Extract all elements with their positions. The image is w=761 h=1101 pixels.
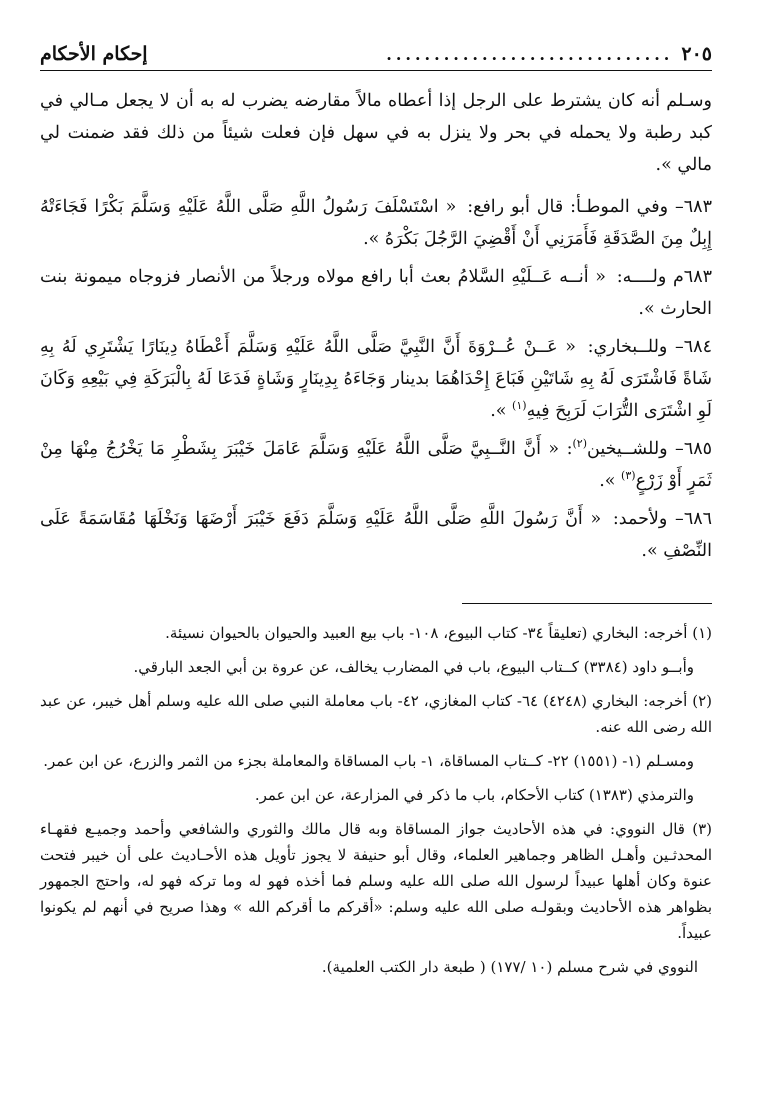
book-page bbox=[40, 38, 712, 1078]
hadith-685-source: ٦٨٥– وللشــيخين bbox=[587, 439, 713, 459]
hadith-685-close: ». bbox=[599, 471, 622, 491]
intro-paragraph: وسـلم أنه كان يشترط على الرجل إذا أعطاه مالاً مقارضه يضرب له به أن لا يجعل مـالي في كبد رطبة ولا يحمله في بحر ولا ينزل به في سهل فإن فعلت شيئاً من ذلك فقد ضمنت لي مالي ». bbox=[40, 91, 712, 175]
hadith-685-text: « أَنَّ النَّــبِيَّ صَلَّى اللَّهُ عَلَيْهِ وَسَلَّمَ عَامَلَ خَيْبَرَ بِشَطْرِ مَا يَخْرُجُ مِنْهَا مِنْ ثَمَرٍ أَوْ زَرْعٍ bbox=[40, 439, 712, 491]
hadith-684-close: ». bbox=[490, 401, 513, 421]
hadith-684-text: « عَــنْ عُــرْوَةَ أَنَّ النَّبِيَّ صَلَّى اللَّهُ عَلَيْهِ وَسَلَّمَ أَعْطَاهُ دِينَارًا يَشْتَرِي لَهُ بِهِ شَاةً فَاشْتَرَى لَهُ بِهِ شَاتَيْنِ فَبَاعَ إِحْدَاهُمَا بدينار وَجَاءَهُ بِدِينَارٍ وَشَاةٍ فَدَعَا لَهُ بِالْبَرَكَةِ فِي بَيْعِهِ وَكَانَ لَوِ اشْتَرَى التُّرَابَ لَرَبِحَ فِيهِ bbox=[40, 337, 712, 421]
footnote-1-continued: وأبــو داود (٣٣٨٤) كــتاب البيوع، باب في المضارب يخالف، عن عروة بن أبي الجعد البارقي. bbox=[133, 658, 694, 676]
hadith-683 bbox=[40, 191, 712, 255]
hadith-683m bbox=[40, 261, 712, 325]
page-number: ٢٠٥ bbox=[681, 43, 712, 65]
footnotes bbox=[40, 620, 712, 988]
footnote-2-tirmidhi: والترمذي (١٣٨٣) كتاب الأحكام، باب ما ذكر في المزارعة، عن ابن عمر. bbox=[254, 786, 694, 804]
hadith-685-colon: : bbox=[566, 439, 573, 459]
main-text bbox=[40, 85, 712, 567]
footnote-separator bbox=[462, 603, 712, 604]
hadith-683-source: ٦٨٣– وفي الموطـأ: قال أبو رافع: bbox=[467, 197, 712, 217]
footnote-3: (٣) قال النووي: في هذه الأحاديث جواز المساقاة وبه قال مالك والثوري والشافعي وأحمد وجميـع فقهـاء المحدثـين وأهـل الظاهر وجماهير العلماء، وقال أبو حنيفة لا يجوز تأويل هذه الأحـاديث على أن خيبر فتحت عنوة وكان أهلها عبيداً لرسول الله صلى الله عليه وسلم فما أخذه فهو له وما تركه فهو له، واحتج الجمهور بظواهر هذه الأحاديث وبقولـه صلى الله عليه وسلم: «أقركم ما أقركم الله » وهذا صريح في أنهم لم يكونوا عبيداً. bbox=[40, 820, 712, 942]
footnote-1: (١) أخرجه: البخاري (تعليقاً ٣٤- كتاب البيوع، ١٠٨- باب بيع العبيد والحيوان بالحيوان نسيئة. bbox=[165, 624, 712, 642]
footnote-3-source: النووي في شرح مسلم (١٠ /١٧٧) ( طبعة دار الكتب العلمية). bbox=[321, 958, 698, 976]
footnote-ref-2[interactable]: (٢) bbox=[572, 437, 587, 451]
hadith-686-source: ٦٨٦– ولأحمد: bbox=[612, 509, 713, 529]
page-header bbox=[40, 38, 712, 71]
hadith-686-text: « أَنَّ رَسُولَ اللَّهِ صَلَّى اللَّهُ عَلَيْهِ وَسَلَّمَ دَفَعَ خَيْبَرَ أَرْضَهَا وَنَخْلَهَا مُقَاسَمَةً عَلَى النِّصْفِ ». bbox=[40, 509, 712, 561]
hadith-683m-text: « أنــه عَــلَيْهِ السَّلامُ بعث أبا رافع مولاه ورجلاً من الأنصار فزوجاه ميمونة بنت الحارث ». bbox=[40, 267, 712, 319]
footnote-2: (٢) أخرجه: البخاري (٤٢٤٨) ٦٤- كتاب المغازي، ٤٢- باب معاملة النبي صلى الله عليه وسلم أهل خيبر، عن عبد الله رضى الله عنه. bbox=[40, 692, 712, 736]
footnote-ref-1[interactable]: (١) bbox=[512, 399, 527, 413]
footnote-2-muslim: ومسـلم (١- (١٥٥١) ٢٢- كــتاب المساقاة، ١- باب المساقاة والمعاملة بجزء من الثمر والزرع، عن ابن عمر. bbox=[43, 752, 694, 770]
running-title: إحكام الأحكام bbox=[40, 43, 148, 65]
hadith-684 bbox=[40, 331, 712, 427]
footnote-ref-3[interactable]: (٣) bbox=[621, 469, 636, 483]
hadith-683-text: « اسْتَسْلَفَ رَسُولُ اللَّهِ صَلَّى اللَّهُ عَلَيْهِ وَسَلَّمَ بَكْرًا فَجَاءَتْهُ إِبِلٌ مِنَ الصَّدَقَةِ فَأَمَرَنِي أَنْ أَقْضِيَ الرَّجُلَ بَكْرَهُ ». bbox=[40, 197, 712, 249]
hadith-684-source: ٦٨٤– وللــبخاري: bbox=[587, 337, 712, 357]
hadith-683m-source: ٦٨٣م ولــــه: bbox=[616, 267, 712, 287]
hadith-686 bbox=[40, 503, 712, 567]
hadith-685 bbox=[40, 433, 712, 497]
header-leader-dots: .............................. bbox=[386, 44, 674, 64]
